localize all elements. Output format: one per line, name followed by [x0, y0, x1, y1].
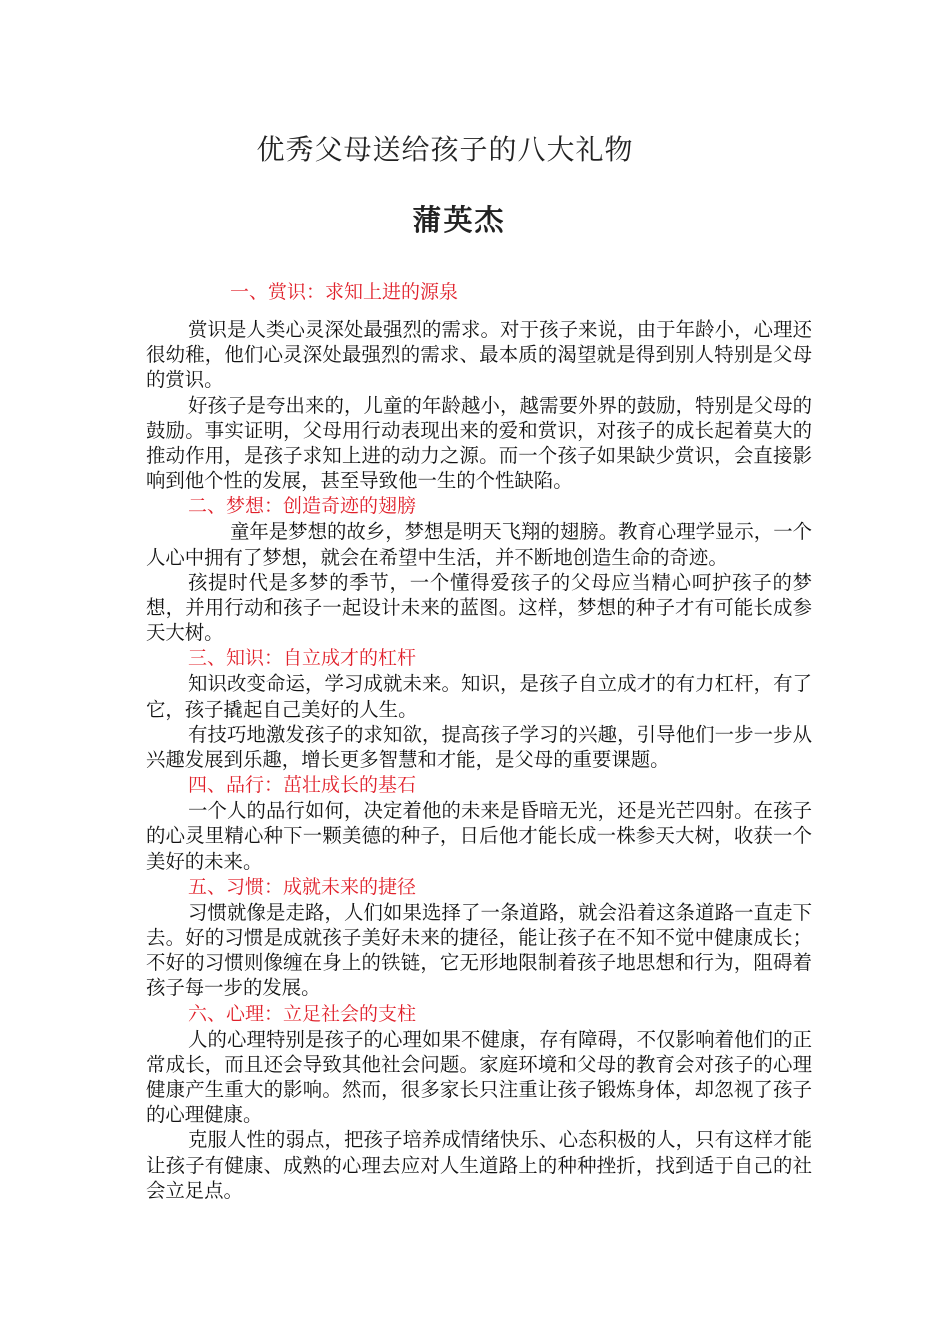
- paragraph: 人的心理特别是孩子的心理如果不健康，存有障碍，不仅影响着他们的正常成长，而且还会导致其他社会问题。家庭环境和父母的教育会对孩子的心理健康产生重大的影响。然而，很多家长只注重让孩子锻炼身体，却忽视了孩子的心理健康。: [146, 1027, 812, 1127]
- paragraph: 有技巧地激发孩子的求知欲，提高孩子学习的兴趣，引导他们一步一步从兴趣发展到乐趣，增长更多智慧和才能，是父母的重要课题。: [146, 722, 812, 772]
- section-heading: 四、品行：茁壮成长的基石: [188, 774, 417, 797]
- paragraph: 一个人的品行如何，决定着他的未来是昏暗无光，还是光芒四射。在孩子的心灵里精心种下一颗美德的种子，日后他才能长成一株参天大树，收获一个美好的未来。: [146, 799, 812, 873]
- section-heading: 六、心理：立足社会的支柱: [188, 1002, 417, 1025]
- paragraph: 赏识是人类心灵深处最强烈的需求。对于孩子来说，由于年龄小，心理还很幼稚，他们心灵深处最强烈的需求、最本质的渴望就是得到别人特别是父母的赏识。: [146, 318, 812, 392]
- paragraph: 知识改变命运，学习成就未来。知识，是孩子自立成才的有力杠杆，有了它，孩子撬起自己美好的人生。: [146, 672, 812, 721]
- document-body: [146, 279, 812, 1203]
- paragraph: 克服人性的弱点，把孩子培养成情绪快乐、心态积极的人，只有这样才能让孩子有健康、成熟的心理去应对人生道路上的种种挫折，找到适于自己的社会立足点。: [146, 1128, 812, 1202]
- section-heading: 五、习惯：成就未来的捷径: [188, 875, 417, 898]
- section-heading: 一、赏识：求知上进的源泉: [230, 281, 459, 303]
- document-title: 优秀父母送给孩子的八大礼物: [256, 133, 634, 166]
- paragraph: 孩提时代是多梦的季节，一个懂得爱孩子的父母应当精心呵护孩子的梦想，并用行动和孩子一起设计未来的蓝图。这样，梦想的种子才有可能长成参天大树。: [146, 570, 812, 645]
- paragraph: 童年是梦想的故乡，梦想是明天飞翔的翅膀。教育心理学显示，一个人心中拥有了梦想，就会在希望中生活，并不断地创造生命的奇迹。: [146, 520, 812, 569]
- document-author: 蒲英杰: [412, 203, 506, 237]
- paragraph: 好孩子是夸出来的，儿童的年龄越小，越需要外界的鼓励，特别是父母的鼓励。事实证明，父母用行动表现出来的爱和赏识，对孩子的成长起着莫大的推动作用，是孩子求知上进的动力之源。而一个孩子如果缺少赏识，会直接影响到他个性的发展，甚至导致他一生的个性缺陷。: [146, 393, 812, 493]
- section-heading: 二、梦想：创造奇迹的翅膀: [188, 495, 417, 518]
- paragraph: 习惯就像是走路，人们如果选择了一条道路，就会沿着这条道路一直走下去。好的习惯是成就孩子美好未来的捷径，能让孩子在不知不觉中健康成长；不好的习惯则像缠在身上的铁链，它无形地限制着孩子地思想和行为，阻碍着孩子每一步的发展。: [146, 900, 812, 1000]
- section-heading: 三、知识：自立成才的杠杆: [188, 647, 417, 670]
